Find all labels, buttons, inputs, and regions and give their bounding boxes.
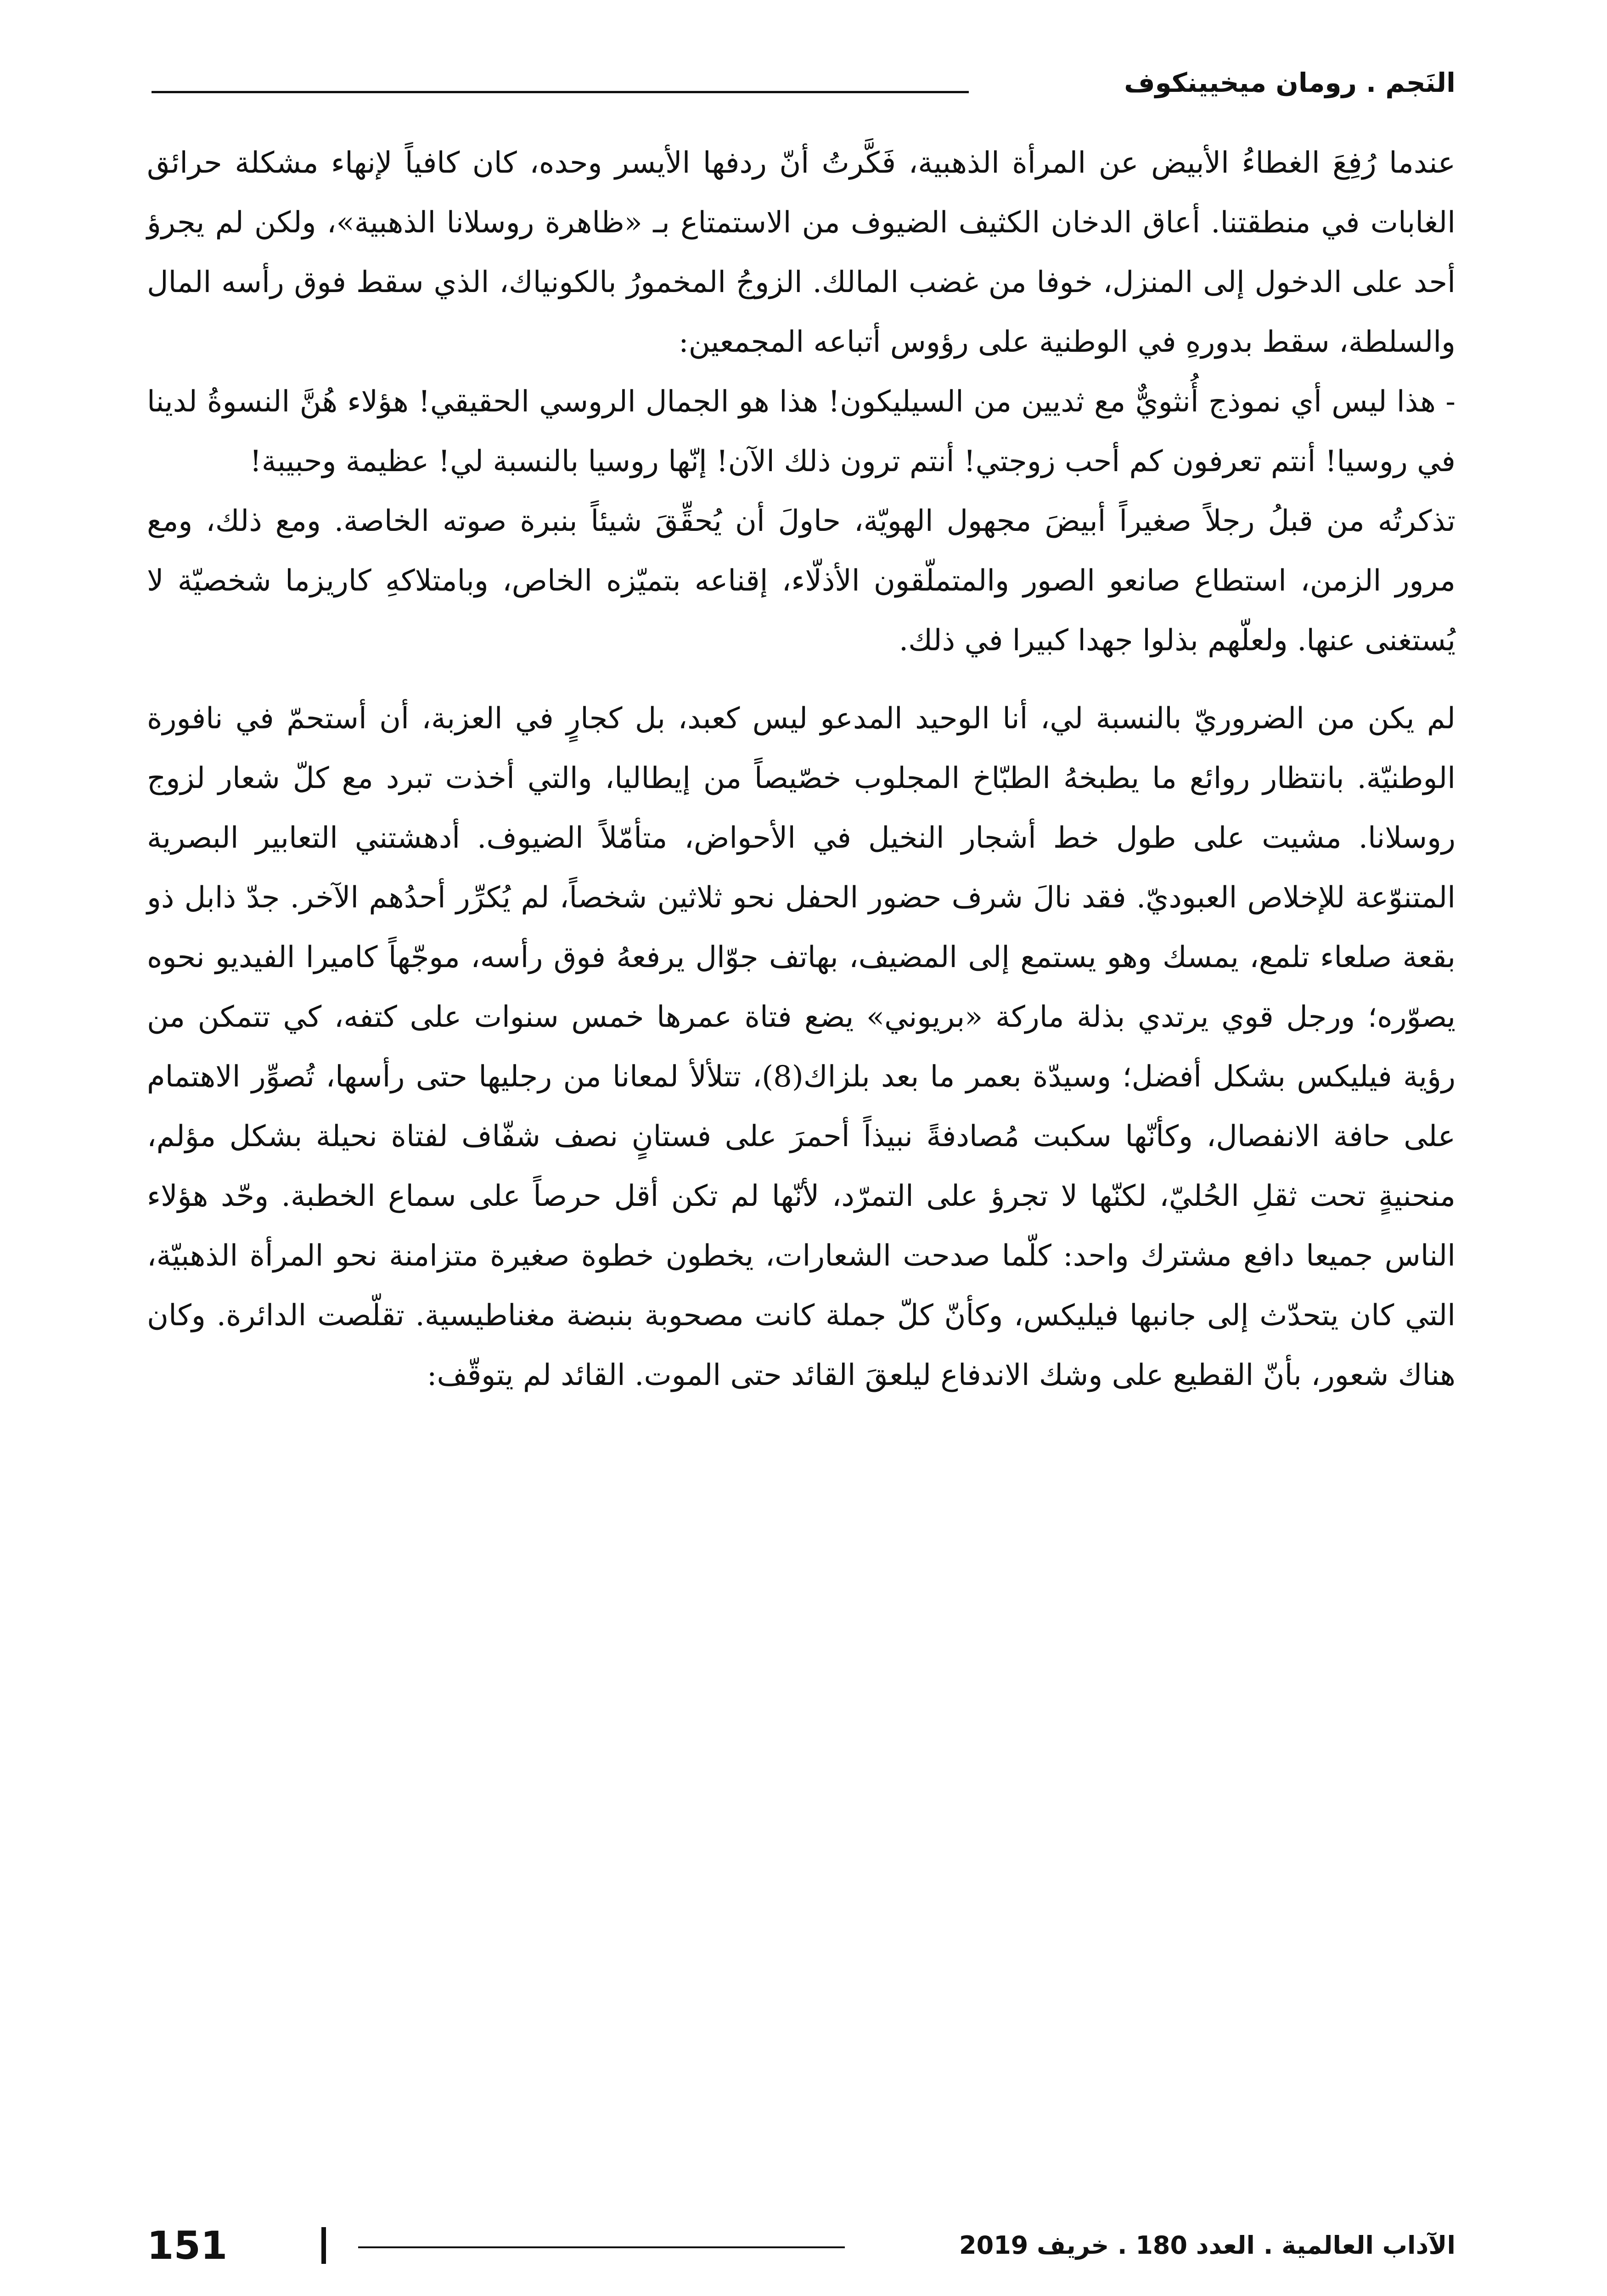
page-number: 151 [147,2223,228,2268]
paragraph: تذكرتُه من قبلُ رجلاً صغيراً أبيضَ مجهول الهويّة، حاولَ أن يُحقِّقَ شيئاً بنبرة صوته الخاصة. ومع ذلك، ومع مرور الزمن، استطاع صانعو الصور والمتملّقون الأذلّاء، إقناعه بتميّزه الخاص، وبامتلاكهِ كاريزما شخصيّة لا يُستغنى عنها. ولعلّهم بذلوا جهدا كبيرا في ذلك. [147,504,1455,658]
body-text [147,133,1455,1405]
paragraph: عندما رُفِعَ الغطاءُ الأبيض عن المرأة الذهبية، فَكَّرتُ أنّ ردفها الأيسر وحده، كان كافياً لإنهاء مشكلة حرائق الغابات في منطقتنا. أعاق الدخان الكثيف الضيوف من الاستمتاع بـ «ظاهرة روسلانا الذهبية»، ولكن لم يجرؤ أحد على الدخول إلى المنزل، خوفا من غضب المالك. الزوجُ المخمورُ بالكونياك، الذي سقط فوق رأسه المال والسلطة، سقط بدورهِ في الوطنية على رؤوس أتباعه المجمعين: [147,146,1455,359]
header-rule [152,91,969,93]
paragraph: - هذا ليس أي نموذج أُنثويٌّ مع ثديين من السيليكون! هذا هو الجمال الروسي الحقيقي! هؤلاء هُنَّ النسوةُ لدينا في روسيا! أنتم تعرفون كم أحب زوجتي! أنتم ترون ذلك الآن! إنّها روسيا بالنسبة لي! عظيمة وحبيبة! [147,385,1455,478]
journal-issue: الآداب العالمية . العدد 180 . خريف 2019 [959,2231,1455,2260]
footer-rule [358,2246,845,2248]
running-header [152,64,1455,115]
page-footer [147,2223,1455,2273]
running-title: النَجم . رومان ميخيينكوف [1124,67,1455,98]
page-number-separator [321,2227,326,2264]
paragraph: لم يكن من الضروريّ بالنسبة لي، أنا الوحيد المدعو ليس كعبد، بل كجارٍ في العزبة، أن أستحمّ في نافورة الوطنيّة. بانتظار روائع ما يطبخهُ الطبّاخ المجلوب خصّيصاً من إيطاليا، والتي أخذت تبرد مع كلّ شعار لزوج روسلانا. مشيت على طول خط أشجار النخيل في الأحواض، متأمّلاً الضيوف. أدهشتني التعابير البصرية المتنوّعة للإخلاص العبوديّ. فقد نالَ شرف حضور الحفل نحو ثلاثين شخصاً، لم يُكرِّر أحدُهم الآخر. جدّ ذابل ذو بقعة صلعاء تلمع، يمسك وهو يستمع إلى المضيف، بهاتف جوّال يرفعهُ فوق رأسه، موجّهاً كاميرا الفيديو نحوه يصوّره؛ ورجل قوي يرتدي بذلة ماركة «بريوني» يضع فتاة عمرها خمس سنوات على كتفه، كي تتمكن من رؤية فيليكس بشكل أفضل؛ وسيدّة بعمر ما بعد بلزاك(8)، تتلألأ لمعانا من رجليها حتى رأسها، تُصوِّر الاهتمام على حافة الانفصال، وكأنّها سكبت مُصادفةً نبيذاً أحمرَ على فستانٍ نصف شفّاف لفتاة نحيلة بشكل مؤلم، منحنيةٍ تحت ثقلِ الحُليّ، لكنّها لا تجرؤ على التمرّد، لأنّها لم تكن أقل حرصاً على سماع الخطبة. وحّد هؤلاء الناس جميعا دافع مشترك واحد: كلّما صدحت الشعارات، يخطون خطوة صغيرة متزامنة نحو المرأة الذهبيّة، التي كان يتحدّث إلى جانبها فيليكس، وكأنّ كلّ جملة كانت مصحوبة بنبضة مغناطيسية. تقلّصت الدائرة. وكان هناك شعور، بأنّ القطيع على وشك الاندفاع ليلعقَ القائد حتى الموت. القائد لم يتوقّف: [147,702,1456,1392]
